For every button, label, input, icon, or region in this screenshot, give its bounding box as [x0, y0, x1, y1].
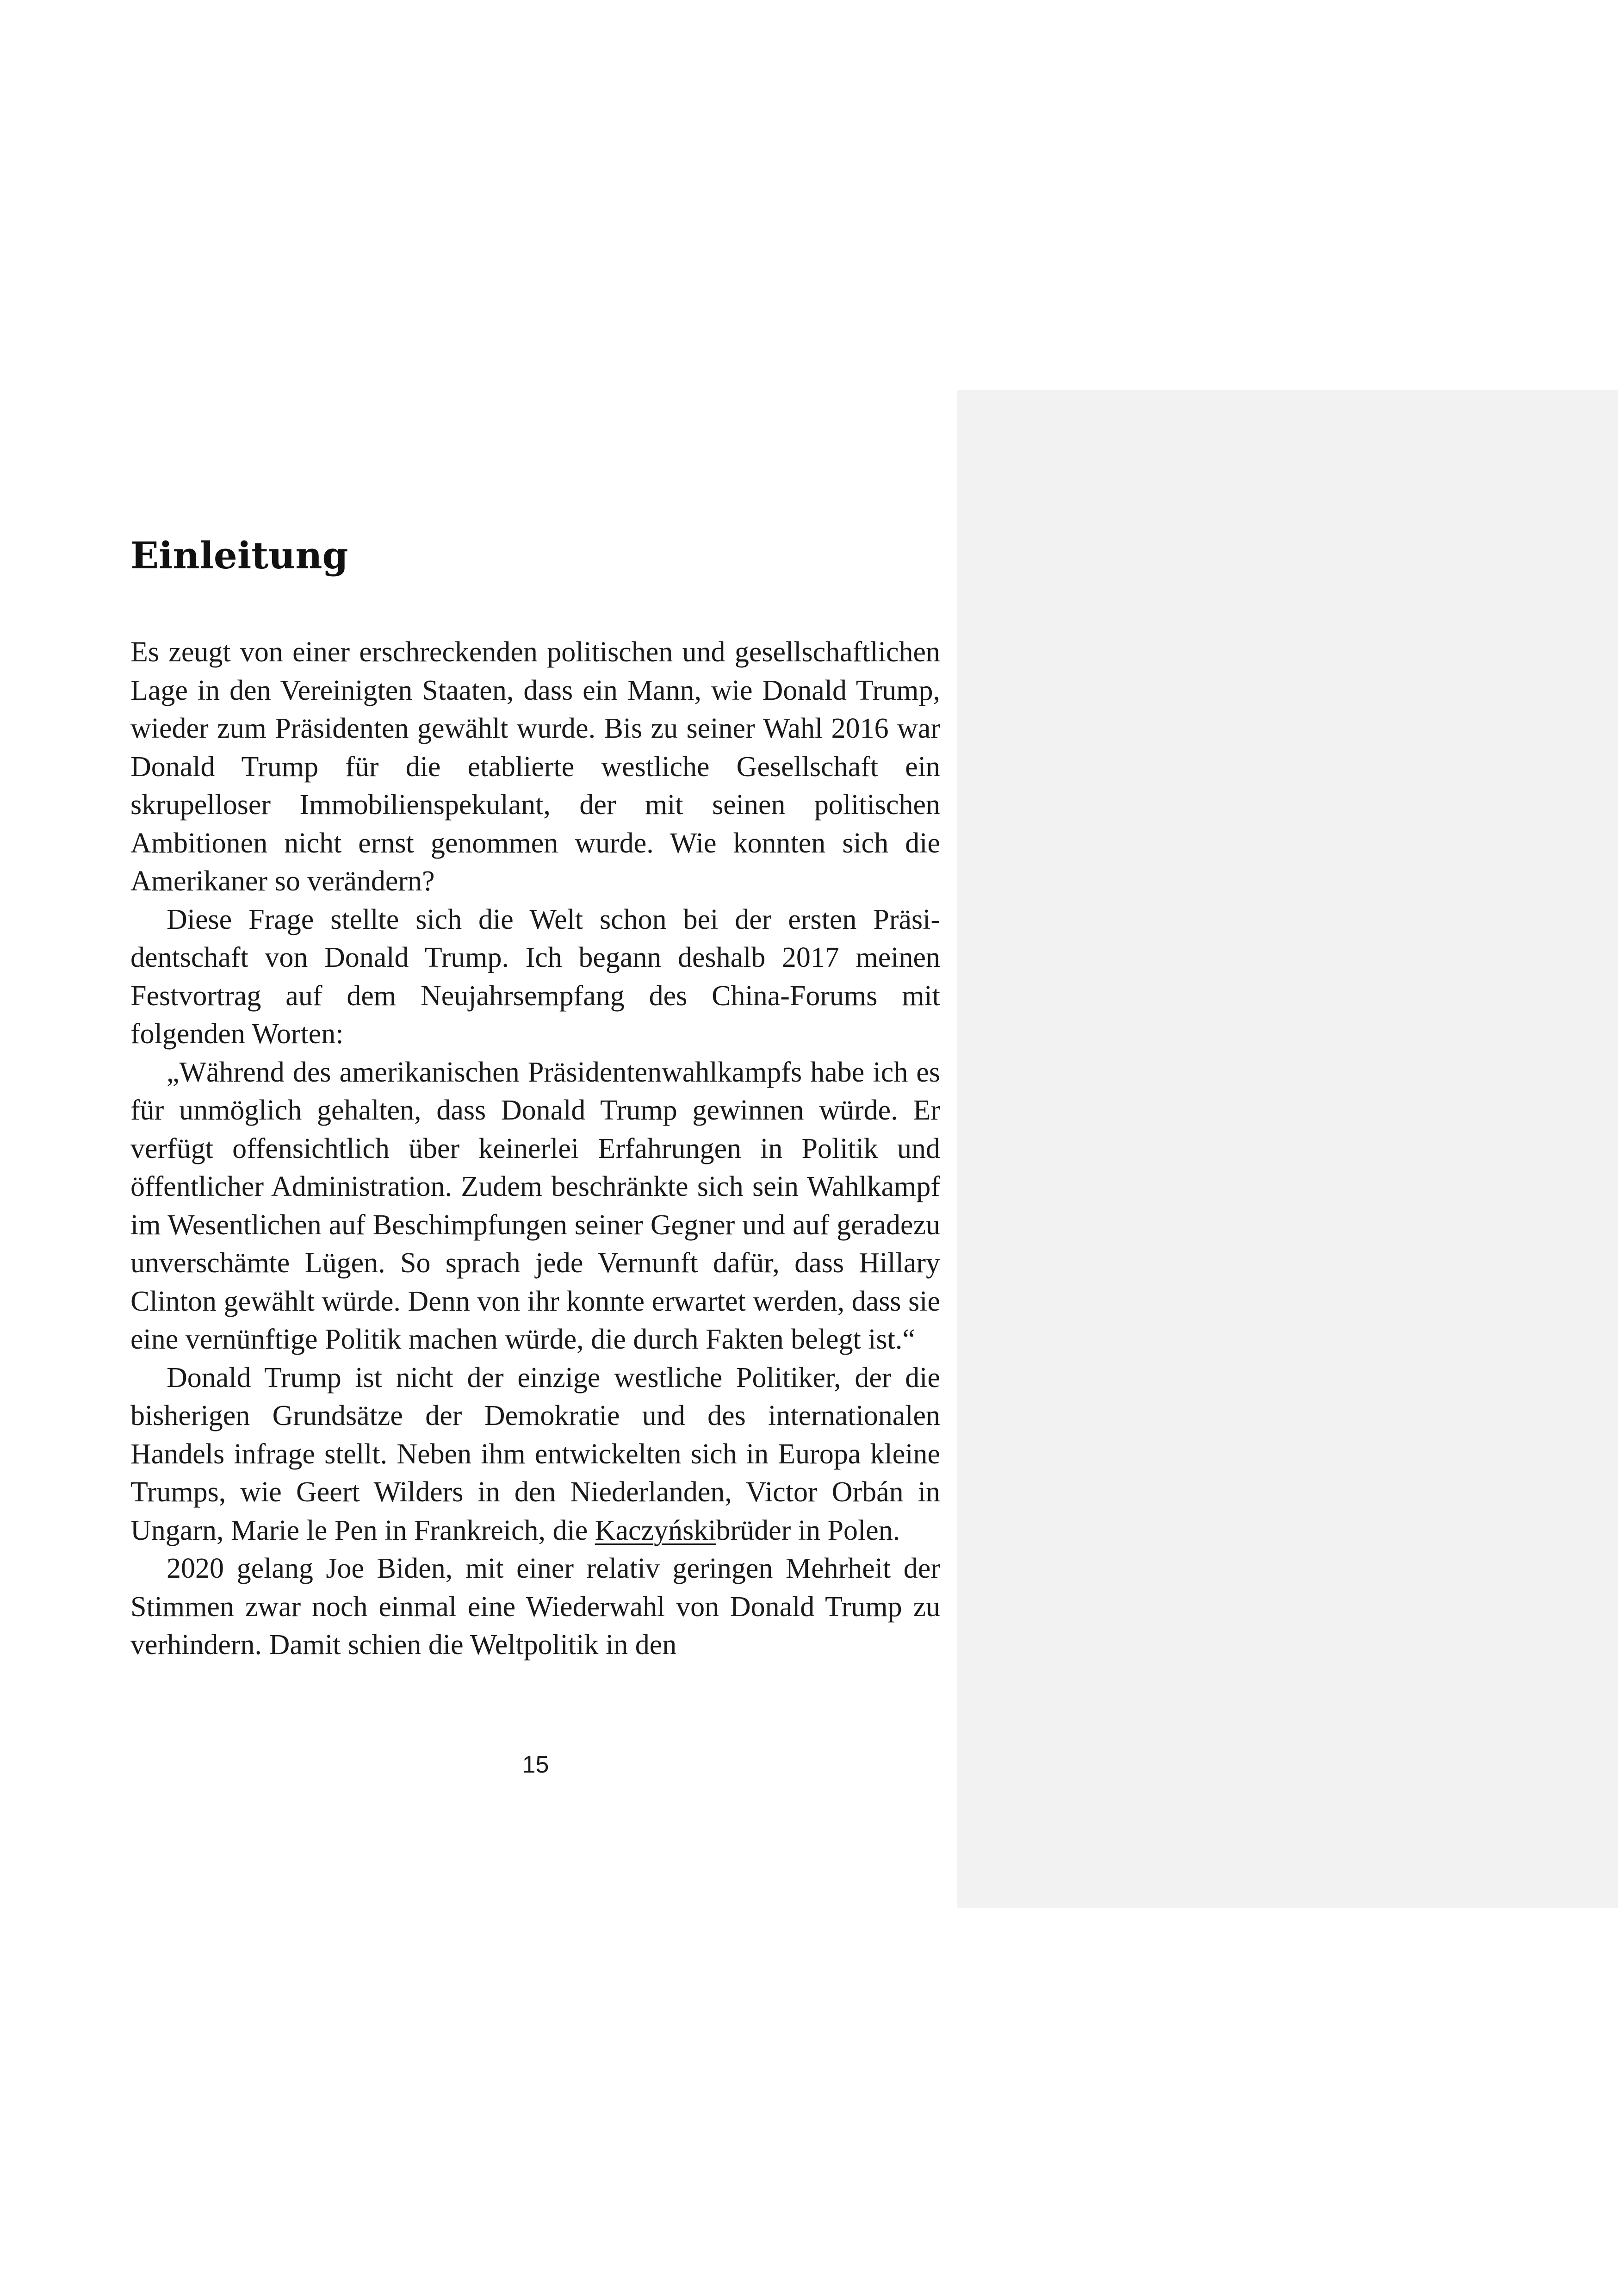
- paragraph-4: [130, 1359, 940, 1550]
- page-body: [130, 532, 940, 1664]
- paragraph-2: Diese Frage stellte sich die Welt schon bei der ersten Präsidentschaft von Donald Trump. Ich begann deshalb 2017 meinen Festvortrag auf dem Neujahrsempfang des China-Forums mit folgenden Worten:: [130, 903, 940, 1050]
- chapter-heading: Einleitung: [130, 534, 348, 577]
- paragraph-quote: „Während des amerikanischen Präsidentenwahlkampfs habe ich es für unmöglich gehalten, dass Donald Trump gewinnen würde. Er verfügt offensichtlich über keinerlei Erfahrungen in Politik und öffentlicher Administration. Zudem beschränkte sich sein Wahlkampf im Wesentlichen auf Beschimpfungen seiner Gegner und auf geradezu unverschämte Lügen. So sprach jede Vernunft dafür, dass Hillary Clinton gewählt würde. Denn von ihr konnte erwartet werden, dass sie eine vernünftige Politik machen würde, die durch Fakten belegt ist.“: [130, 1056, 940, 1355]
- underlined-name-kaczynski: Kaczyński: [595, 1514, 716, 1546]
- paragraph-4-text-after: brüder in Polen.: [716, 1514, 900, 1546]
- page-number: 15: [522, 1751, 549, 1778]
- comment-margin-pane: [957, 390, 1618, 1908]
- paragraph-1: Es zeugt von einer erschreckenden politischen und gesellschaftlichen Lage in den Vereinigten Staaten, dass ein Mann, wie Donald Trump, wieder zum Präsidenten gewählt wurde. Bis zu seiner Wahl 2016 war Donald Trump für die etablierte westliche Gesellschaft ein skrupelloser Immobilienspekulant, der mit seinen politischen Ambitionen nicht ernst genommen wurde. Wie konnten sich die Amerikaner so verändern?: [130, 636, 940, 897]
- paragraph-4-text-before: Donald Trump ist nicht der einzige westliche Politiker, der die bisherigen Grundsätze der Demokratie und des internationalen Handels infrage stellt. Neben ihm entwickelten sich in Europa kleine Trumps, wie Geert Wilders in den Niederlanden, Victor Orbán in Ungarn, Marie le Pen in Frankreich, die: [130, 1362, 940, 1546]
- page-number-row: [0, 1751, 1618, 1779]
- paragraph-5: 2020 gelang Joe Biden, mit einer relativ geringen Mehrheit der Stimmen zwar noch einmal eine Wiederwahl von Donald Trump zu verhindern. Damit schien die Weltpolitik in den: [130, 1553, 940, 1661]
